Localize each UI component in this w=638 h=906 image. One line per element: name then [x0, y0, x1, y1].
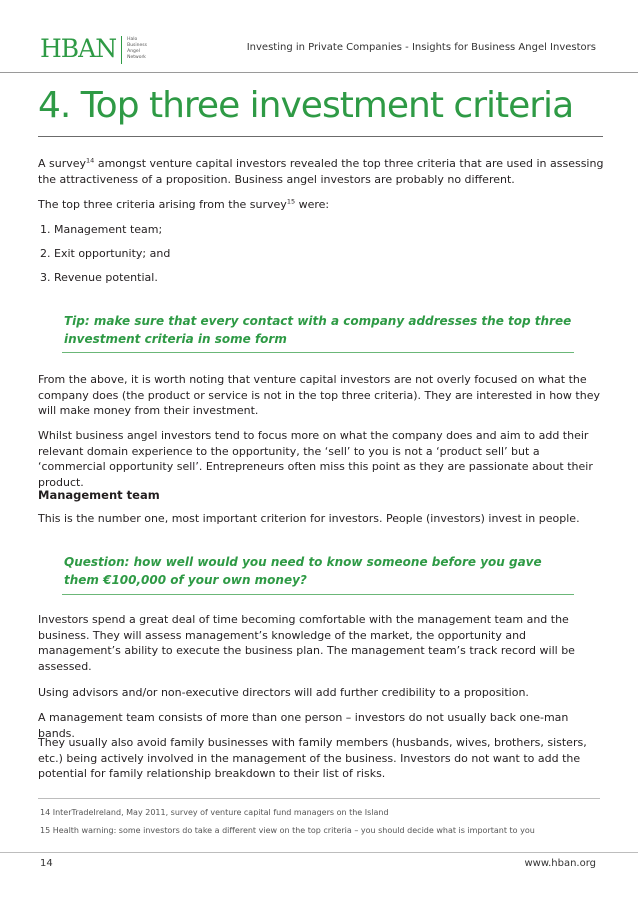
- intro-p2-text-cont: were:: [295, 198, 330, 211]
- header-divider: [0, 72, 638, 73]
- page-header: [0, 0, 638, 80]
- tip-callout: Tip: make sure that every contact with a company addresses the top three investment criteria in some form: [64, 314, 572, 346]
- footnote-ref-14: 14: [86, 156, 95, 165]
- hban-logo: [40, 36, 147, 64]
- running-header-title: Investing in Private Companies - Insights for Business Angel Investors: [246, 42, 596, 53]
- intro-p1-text: A survey: [38, 157, 87, 170]
- list-item: 1. Management team;: [40, 223, 163, 236]
- footnote-divider: [38, 798, 600, 799]
- logo-mark: HBAN: [40, 34, 117, 63]
- paragraph-management-intro: This is the number one, most important criterion for investors. People (investors) invest in people.: [38, 512, 580, 525]
- list-item: 2. Exit opportunity; and: [40, 247, 171, 260]
- logo-line: Halo: [127, 37, 138, 42]
- footnote-15: 15 Health warning: some investors do take a different view on the top criteria – you should decide what is important to you: [40, 826, 535, 835]
- paragraph-family-businesses: They usually also avoid family businesses with family members (husbands, wives, brothers, sisters, etc.) being actively involved in the management of the business. Investors do not want to add the potential for family relationship breakdown to their list of risks.: [38, 736, 587, 780]
- chapter-title: 4. Top three investment criteria: [38, 85, 574, 126]
- paragraph-angel-focus: Whilst business angel investors tend to focus more on what the company does and aim to add their relevant domain experience to the opportunity, the ‘sell’ to you is not a ‘product sell’ but a ‘commercial opportunity sell’. Entrepreneurs often miss this point as they are passionate about their product.: [38, 429, 593, 489]
- intro-paragraph-1: [38, 156, 606, 187]
- question-divider: [62, 594, 574, 595]
- question-callout: Question: how well would you need to know someone before you gave them €100,000 of your own money?: [64, 555, 542, 587]
- logo-line: Business: [127, 43, 147, 48]
- intro-paragraph-2: [38, 197, 606, 213]
- website-link[interactable]: www.hban.org: [524, 858, 596, 869]
- list-item: 3. Revenue potential.: [40, 271, 158, 284]
- intro-p2-text: The top three criteria arising from the survey: [38, 198, 287, 211]
- logo-line: Network: [127, 55, 146, 60]
- paragraph-comfort-with-team: Investors spend a great deal of time becoming comfortable with the management team and the business. They will assess management’s knowledge of the market, the opportunity and management’s ability to execute the business plan. The management team’s track record will be assessed.: [38, 613, 575, 673]
- paragraph-team-size: A management team consists of more than one person – investors do not usually back one-man bands.: [38, 711, 569, 740]
- section-heading-management-team: Management team: [38, 488, 160, 502]
- chapter-title-divider: [38, 136, 603, 137]
- paragraph-vc-focus: From the above, it is worth noting that venture capital investors are not overly focused on what the company does (the product or service is not in the top three criteria). They are interested in how they will make money from their investment.: [38, 373, 600, 417]
- intro-p1-text-cont: amongst venture capital investors revealed the top three criteria that are used in assessing the attractiveness of a proposition. Business angel investors are probably no different.: [38, 157, 604, 186]
- logo-divider: [121, 36, 122, 64]
- footnote-14: 14 InterTradeIreland, May 2011, survey of venture capital fund managers on the Island: [40, 808, 389, 817]
- footer-divider: [0, 852, 638, 853]
- paragraph-advisors: Using advisors and/or non-executive directors will add further credibility to a proposition.: [38, 686, 529, 699]
- page-number: 14: [40, 858, 53, 869]
- tip-divider: [62, 352, 574, 353]
- footnote-ref-15: 15: [286, 197, 296, 206]
- logo-text: [127, 37, 147, 61]
- logo-line: Angel: [127, 49, 140, 54]
